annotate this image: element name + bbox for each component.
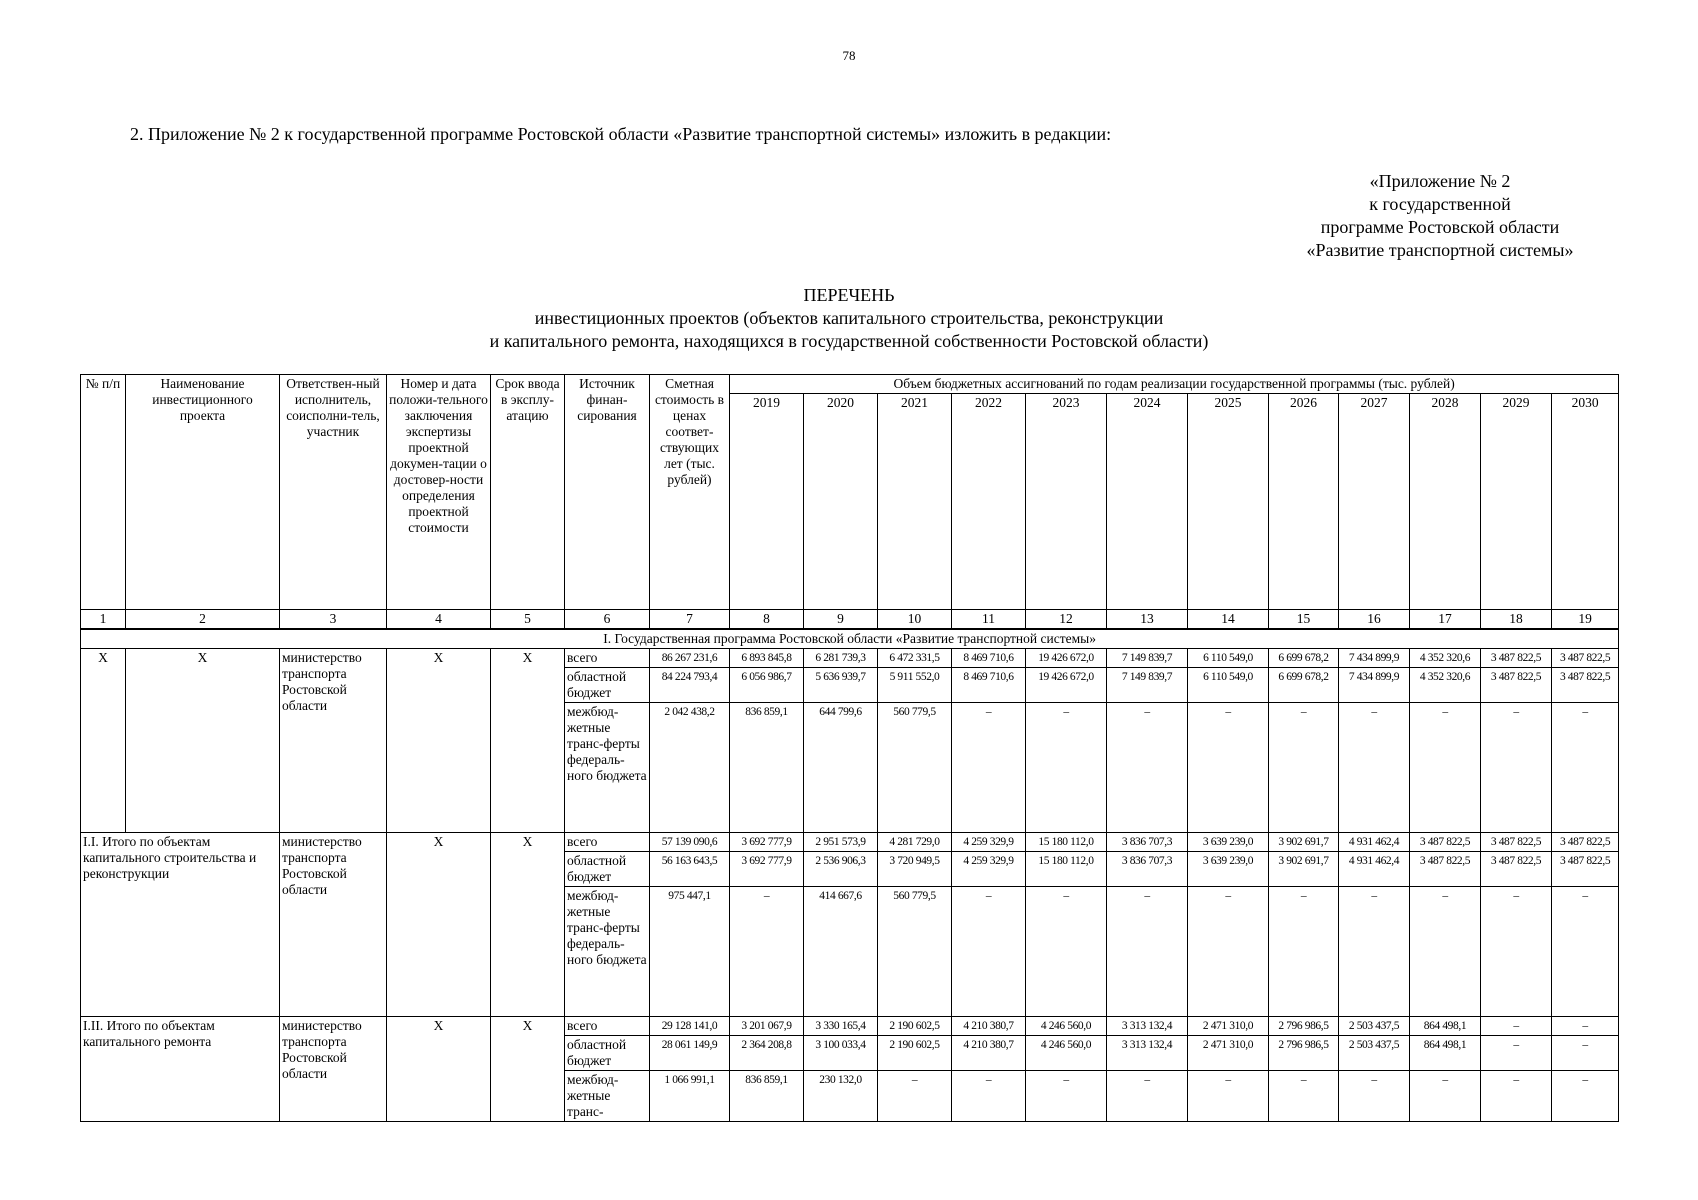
year-value: 414 667,6 — [804, 887, 878, 1017]
year-value: 230 132,0 — [804, 1071, 878, 1122]
year-value: 3 313 132,4 — [1107, 1036, 1188, 1071]
estimated-cost: 2 042 438,2 — [650, 703, 730, 833]
year-value: 4 352 320,6 — [1410, 668, 1481, 703]
year-value: 3 313 132,4 — [1107, 1017, 1188, 1036]
year-value: 3 692 777,9 — [730, 852, 804, 887]
funding-source: всего — [565, 1017, 650, 1036]
year-value: – — [730, 887, 804, 1017]
year-value: 8 469 710,6 — [952, 668, 1026, 703]
year-value: 4 931 462,4 — [1339, 852, 1410, 887]
year-value: 6 893 845,8 — [730, 649, 804, 668]
column-number: 12 — [1026, 610, 1107, 630]
year-value: – — [1552, 1071, 1619, 1122]
year-value: 7 149 839,7 — [1107, 649, 1188, 668]
year-value: 8 469 710,6 — [952, 649, 1026, 668]
project-name: X — [126, 649, 280, 833]
year-value: 3 487 822,5 — [1552, 668, 1619, 703]
project-name: I.I. Итого по объектам капитального строительства и реконструкции — [81, 833, 280, 1017]
year-value: – — [1410, 887, 1481, 1017]
column-number: 3 — [280, 610, 387, 630]
executor: министерство транспорта Ростовской области — [280, 833, 387, 1017]
page-number: 78 — [842, 48, 856, 63]
year-value: 3 902 691,7 — [1269, 852, 1339, 887]
year-value: 2 796 986,5 — [1269, 1036, 1339, 1071]
header-year: 2027 — [1339, 394, 1410, 610]
header-budget-group: Объем бюджетных ассигнований по годам реализации государственной программы (тыс. рублей) — [730, 375, 1619, 394]
commissioning-term: X — [491, 1017, 565, 1122]
year-value: 3 330 165,4 — [804, 1017, 878, 1036]
year-value: 3 201 067,9 — [730, 1017, 804, 1036]
executor: министерство транспорта Ростовской области — [280, 649, 387, 833]
investment-projects-table-wrap — [80, 374, 1619, 1122]
funding-source: областной бюджет — [565, 668, 650, 703]
year-value: – — [1026, 887, 1107, 1017]
year-value: – — [1481, 1036, 1552, 1071]
estimated-cost: 57 139 090,6 — [650, 833, 730, 852]
funding-source: всего — [565, 649, 650, 668]
year-value: 3 487 822,5 — [1410, 833, 1481, 852]
estimated-cost: 1 066 991,1 — [650, 1071, 730, 1122]
title-line: ПЕРЕЧЕНЬ — [803, 285, 895, 305]
year-value: 6 699 678,2 — [1269, 649, 1339, 668]
header-year: 2021 — [878, 394, 952, 610]
year-value: 4 210 380,7 — [952, 1036, 1026, 1071]
year-value: 2 796 986,5 — [1269, 1017, 1339, 1036]
year-value: – — [1552, 1017, 1619, 1036]
year-value: 4 281 729,0 — [878, 833, 952, 852]
expertise-ref: X — [387, 649, 491, 833]
year-value: 3 487 822,5 — [1481, 668, 1552, 703]
year-value: 3 487 822,5 — [1552, 649, 1619, 668]
header-year: 2026 — [1269, 394, 1339, 610]
year-value: – — [1269, 703, 1339, 833]
header-row — [81, 375, 1619, 394]
column-number: 19 — [1552, 610, 1619, 630]
column-number: 8 — [730, 610, 804, 630]
year-value: 2 190 602,5 — [878, 1017, 952, 1036]
year-value: – — [1552, 1036, 1619, 1071]
table-row — [81, 1017, 1619, 1036]
year-value: 4 931 462,4 — [1339, 833, 1410, 852]
year-value: – — [1481, 1017, 1552, 1036]
year-value: 2 503 437,5 — [1339, 1017, 1410, 1036]
year-value: 6 472 331,5 — [878, 649, 952, 668]
appendix-line: к государственной — [1369, 194, 1511, 214]
column-numbers-row — [81, 610, 1619, 630]
commissioning-term: X — [491, 833, 565, 1017]
estimated-cost: 29 128 141,0 — [650, 1017, 730, 1036]
year-value: – — [1188, 887, 1269, 1017]
year-value: – — [952, 1071, 1026, 1122]
year-value: – — [1107, 703, 1188, 833]
funding-source: межбюд-жетные транс- — [565, 1071, 650, 1122]
year-value: 3 836 707,3 — [1107, 852, 1188, 887]
year-value: – — [1552, 703, 1619, 833]
year-value: 3 487 822,5 — [1481, 833, 1552, 852]
year-value: 864 498,1 — [1410, 1036, 1481, 1071]
column-number: 1 — [81, 610, 126, 630]
column-number: 15 — [1269, 610, 1339, 630]
estimated-cost: 86 267 231,6 — [650, 649, 730, 668]
year-value: 3 639 239,0 — [1188, 852, 1269, 887]
column-number: 14 — [1188, 610, 1269, 630]
year-value: 19 426 672,0 — [1026, 649, 1107, 668]
year-value: 644 799,6 — [804, 703, 878, 833]
title-line: и капитального ремонта, находящихся в государственной собственности Ростовской области) — [489, 331, 1209, 351]
column-number: 13 — [1107, 610, 1188, 630]
year-value: 836 859,1 — [730, 703, 804, 833]
header-year: 2019 — [730, 394, 804, 610]
table-row — [81, 649, 1619, 668]
year-value: 864 498,1 — [1410, 1017, 1481, 1036]
column-number: 2 — [126, 610, 280, 630]
column-number: 9 — [804, 610, 878, 630]
year-value: – — [1339, 887, 1410, 1017]
year-value: – — [1107, 887, 1188, 1017]
header-year: 2030 — [1552, 394, 1619, 610]
year-value: 6 281 739,3 — [804, 649, 878, 668]
commissioning-term: X — [491, 649, 565, 833]
year-value: 6 056 986,7 — [730, 668, 804, 703]
document-title — [0, 284, 1698, 353]
year-value: – — [1188, 703, 1269, 833]
executor: министерство транспорта Ростовской области — [280, 1017, 387, 1122]
section-row — [81, 629, 1619, 649]
year-value: 6 110 549,0 — [1188, 649, 1269, 668]
year-value: 4 246 560,0 — [1026, 1036, 1107, 1071]
project-name: I.II. Итого по объектам капитального ремонта — [81, 1017, 280, 1122]
year-value: 4 210 380,7 — [952, 1017, 1026, 1036]
intro-text: 2. Приложение № 2 к государственной программе Ростовской области «Развитие транспортной системы» изложить в редакции: — [130, 124, 1112, 144]
column-number: 16 — [1339, 610, 1410, 630]
year-value: 3 487 822,5 — [1410, 852, 1481, 887]
year-value: 4 259 329,9 — [952, 852, 1026, 887]
funding-source: межбюд-жетные транс-ферты федераль-ного бюджета — [565, 887, 650, 1017]
expertise-ref: X — [387, 833, 491, 1017]
project-number: X — [81, 649, 126, 833]
year-value: 3 902 691,7 — [1269, 833, 1339, 852]
title-line: инвестиционных проектов (объектов капитального строительства, реконструкции — [534, 308, 1164, 328]
year-value: – — [1410, 703, 1481, 833]
header-year: 2029 — [1481, 394, 1552, 610]
year-value: 3 720 949,5 — [878, 852, 952, 887]
year-value: 6 110 549,0 — [1188, 668, 1269, 703]
header-num: № п/п — [81, 375, 126, 610]
header-expertise: Номер и дата положи-тельного заключения экспертизы проектной докумен-тации о достовер-ности определения проектной стоимости — [387, 375, 491, 610]
year-value: 7 434 899,9 — [1339, 668, 1410, 703]
column-number: 11 — [952, 610, 1026, 630]
year-value: 2 364 208,8 — [730, 1036, 804, 1071]
column-number: 10 — [878, 610, 952, 630]
year-value: – — [1339, 1071, 1410, 1122]
year-value: – — [952, 887, 1026, 1017]
year-value: 6 699 678,2 — [1269, 668, 1339, 703]
year-value: – — [1026, 1071, 1107, 1122]
column-number: 6 — [565, 610, 650, 630]
year-value: 7 149 839,7 — [1107, 668, 1188, 703]
year-value: – — [952, 703, 1026, 833]
header-year: 2025 — [1188, 394, 1269, 610]
year-value: 836 859,1 — [730, 1071, 804, 1122]
year-value: 3 639 239,0 — [1188, 833, 1269, 852]
funding-source: всего — [565, 833, 650, 852]
header-funding-source: Источник финан-сирования — [565, 375, 650, 610]
year-value: 3 836 707,3 — [1107, 833, 1188, 852]
year-value: 3 487 822,5 — [1481, 649, 1552, 668]
year-value: 3 692 777,9 — [730, 833, 804, 852]
year-value: 5 911 552,0 — [878, 668, 952, 703]
year-value: 15 180 112,0 — [1026, 833, 1107, 852]
header-year: 2020 — [804, 394, 878, 610]
column-number: 5 — [491, 610, 565, 630]
year-value: 2 471 310,0 — [1188, 1036, 1269, 1071]
header-project-name: Наименование инвестиционного проекта — [126, 375, 280, 610]
header-year: 2022 — [952, 394, 1026, 610]
year-value: – — [1026, 703, 1107, 833]
appendix-line: «Развитие транспортной системы» — [1306, 240, 1574, 260]
year-value: 3 100 033,4 — [804, 1036, 878, 1071]
appendix-line: «Приложение № 2 — [1369, 171, 1511, 191]
year-value: 560 779,5 — [878, 887, 952, 1017]
expertise-ref: X — [387, 1017, 491, 1122]
header-year: 2028 — [1410, 394, 1481, 610]
year-value: 15 180 112,0 — [1026, 852, 1107, 887]
estimated-cost: 975 447,1 — [650, 887, 730, 1017]
year-value: 19 426 672,0 — [1026, 668, 1107, 703]
year-value: 3 487 822,5 — [1552, 852, 1619, 887]
year-value: – — [1339, 703, 1410, 833]
estimated-cost: 28 061 149,9 — [650, 1036, 730, 1071]
year-value: 4 259 329,9 — [952, 833, 1026, 852]
header-estimated-cost: Сметная стоимость в ценах соответ-ствующих лет (тыс. рублей) — [650, 375, 730, 610]
year-value: 3 487 822,5 — [1552, 833, 1619, 852]
year-value: – — [1269, 887, 1339, 1017]
header-year: 2023 — [1026, 394, 1107, 610]
column-number: 7 — [650, 610, 730, 630]
funding-source: областной бюджет — [565, 1036, 650, 1071]
year-value: – — [1107, 1071, 1188, 1122]
year-value: – — [1481, 703, 1552, 833]
year-value: 4 246 560,0 — [1026, 1017, 1107, 1036]
year-value: – — [1269, 1071, 1339, 1122]
year-value: – — [1481, 1071, 1552, 1122]
section-title: I. Государственная программа Ростовской области «Развитие транспортной системы» — [81, 629, 1619, 649]
header-commissioning: Срок ввода в эксплу-атацию — [491, 375, 565, 610]
header-year: 2024 — [1107, 394, 1188, 610]
year-value: 5 636 939,7 — [804, 668, 878, 703]
year-value: 560 779,5 — [878, 703, 952, 833]
year-value: – — [1481, 887, 1552, 1017]
estimated-cost: 56 163 643,5 — [650, 852, 730, 887]
header-executor: Ответствен-ный исполнитель, соисполни-тель, участник — [280, 375, 387, 610]
year-value: 2 536 906,3 — [804, 852, 878, 887]
year-value: 2 190 602,5 — [878, 1036, 952, 1071]
year-value: 7 434 899,9 — [1339, 649, 1410, 668]
year-value: – — [1188, 1071, 1269, 1122]
appendix-line: программе Ростовской области — [1320, 217, 1560, 237]
year-value: 4 352 320,6 — [1410, 649, 1481, 668]
year-value: 2 951 573,9 — [804, 833, 878, 852]
appendix-caption — [1300, 170, 1580, 262]
investment-projects-table — [80, 374, 1619, 1122]
estimated-cost: 84 224 793,4 — [650, 668, 730, 703]
table-row — [81, 833, 1619, 852]
funding-source: областной бюджет — [565, 852, 650, 887]
year-value: – — [878, 1071, 952, 1122]
column-number: 18 — [1481, 610, 1552, 630]
year-value: – — [1552, 887, 1619, 1017]
column-number: 17 — [1410, 610, 1481, 630]
funding-source: межбюд-жетные транс-ферты федераль-ного бюджета — [565, 703, 650, 833]
year-value: – — [1410, 1071, 1481, 1122]
year-value: 2 471 310,0 — [1188, 1017, 1269, 1036]
year-value: 2 503 437,5 — [1339, 1036, 1410, 1071]
year-value: 3 487 822,5 — [1481, 852, 1552, 887]
column-number: 4 — [387, 610, 491, 630]
